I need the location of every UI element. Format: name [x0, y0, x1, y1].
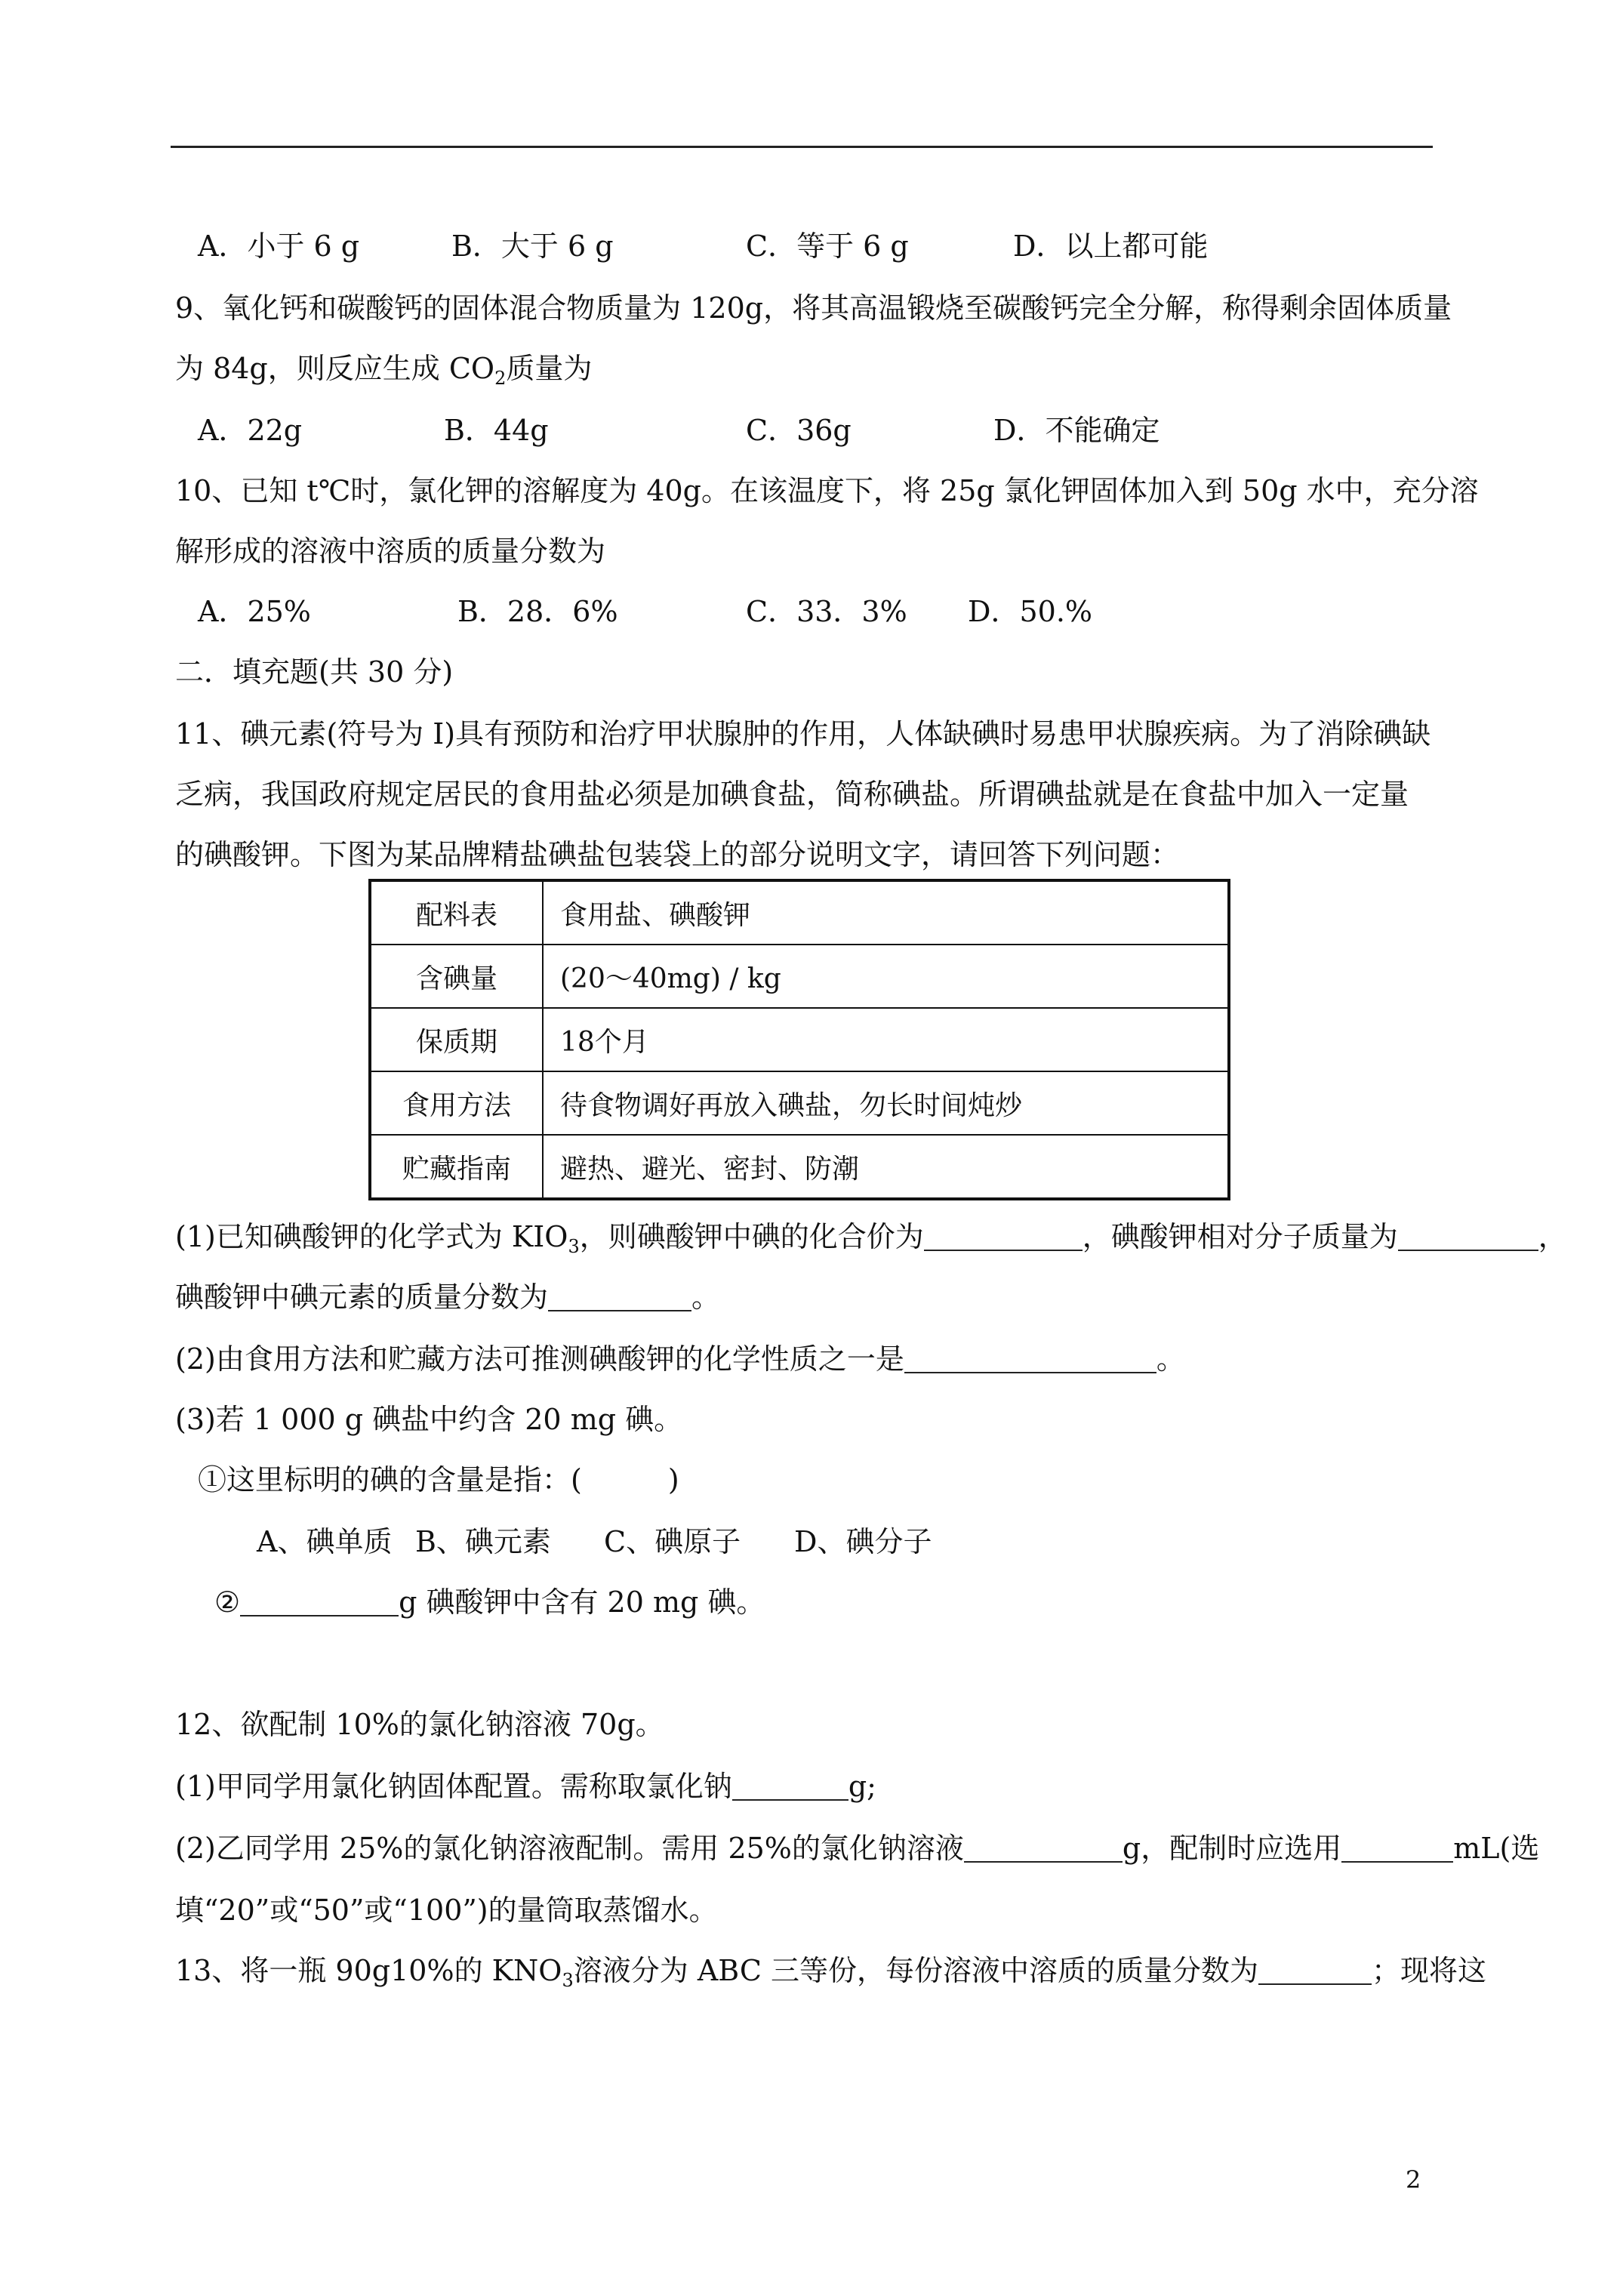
answer-blank[interactable]: [924, 1222, 1083, 1251]
q11-option-a: A、碘单质: [257, 1525, 393, 1558]
q11-part1-line2: 碘酸钾中碘元素的质量分数为 。: [175, 1281, 721, 1314]
table-row: [370, 1008, 1229, 1071]
table-row: [370, 1071, 1229, 1135]
q9-option-a: A．22g: [198, 414, 303, 447]
q11-part3-sub2: ② g 碘酸钾中含有 20 mg 碘。: [214, 1586, 765, 1619]
q11-part1-line1: (1)已知碘酸钾的化学式为 $KIO_3$，则碘酸钾中碘的化合价为 ，碘酸钾相对分子质量为 ，: [175, 1220, 1567, 1257]
page-number: 2: [1406, 2165, 1421, 2194]
answer-blank[interactable]: [1258, 1956, 1372, 1985]
q11-line1: 11、碘元素(符号为 I)具有预防和治疗甲状腺肿的作用，人体缺碘时易患甲状腺疾病。为了消除碘缺: [175, 717, 1431, 750]
q11-line3: 的碘酸钾。下图为某品牌精盐碘盐包装袋上的部分说明文字，请回答下列问题：: [175, 838, 1180, 871]
table-key: 含碘量: [370, 945, 543, 1008]
table-row: [370, 1135, 1229, 1199]
header-rule: [171, 146, 1433, 148]
q8-option-b: B．大于 6 g: [451, 230, 614, 263]
q8-option-d: D．以上都可能: [1013, 230, 1209, 263]
q9-option-d: D．不能确定: [993, 414, 1160, 447]
q9-line2: 为 84g，则反应生成 $CO_2$质量为: [175, 352, 593, 389]
section-title: 二．填充题(共 30 分): [175, 655, 454, 689]
q11-part3-sub1: ①这里标明的碘的含量是指：( ): [198, 1463, 679, 1496]
answer-blank[interactable]: [240, 1588, 399, 1616]
table-row: [370, 880, 1229, 945]
table-key: 保质期: [370, 1008, 543, 1071]
answer-blank[interactable]: [1398, 1222, 1538, 1251]
q8-option-a: A．小于 6 g: [198, 230, 360, 263]
table-key: 食用方法: [370, 1071, 543, 1135]
answer-blank[interactable]: [548, 1283, 691, 1311]
q12-part2-line1: (2)乙同学用 25%的氯化钠溶液配制。需用 25%的氯化钠溶液 g，配制时应选用 mL(选: [175, 1832, 1540, 1865]
q12-part2-line2: 填“20”或“50”或“100”)的量筒取蒸馏水。: [175, 1894, 718, 1927]
q9-option-b: B．44g: [444, 414, 549, 447]
answer-blank[interactable]: [904, 1345, 1156, 1373]
q10-option-a: A．25%: [198, 595, 311, 628]
q11-part3: (3)若 1 000 g 碘盐中约含 20 mg 碘。: [175, 1403, 683, 1436]
q13-line1: 13、将一瓶 90g10%的 $KNO_3$溶液分为 ABC 三等份，每份溶液中溶质的质量分数为 ；现将这: [175, 1954, 1487, 1991]
q10-option-d: D．50.%: [968, 595, 1093, 628]
table-value: 18个月: [543, 1008, 1229, 1071]
q12-line1: 12、欲配制 10%的氯化钠溶液 70g。: [175, 1708, 664, 1741]
q11-option-c: C、碘原子: [604, 1525, 741, 1558]
q11-option-d: D、碘分子: [794, 1525, 932, 1558]
table-value: 待食物调好再放入碘盐，勿长时间炖炒: [543, 1071, 1229, 1135]
table-row: [370, 945, 1229, 1008]
table-value: 避热、避光、密封、防潮: [543, 1135, 1229, 1199]
q9-line1: 9、氧化钙和碳酸钙的固体混合物质量为 120g，将其高温锻烧至碳酸钙完全分解，称得剩余固体质量: [175, 291, 1452, 325]
table-key: 贮藏指南: [370, 1135, 543, 1199]
q8-option-c: C．等于 6 g: [746, 230, 909, 263]
q11-part2: (2)由食用方法和贮藏方法可推测碘酸钾的化学性质之一是 。: [175, 1342, 1185, 1376]
table-value: (20～40mg) / kg: [543, 945, 1229, 1008]
answer-blank[interactable]: [732, 1772, 848, 1801]
answer-blank[interactable]: [964, 1834, 1123, 1863]
q10-option-c: C．33．3%: [746, 595, 907, 628]
q11-option-b: B、碘元素: [415, 1525, 551, 1558]
q10-line2: 解形成的溶液中溶质的质量分数为: [175, 535, 606, 568]
table-value: 食用盐、碘酸钾: [543, 880, 1229, 945]
q10-option-b: B．28．6%: [457, 595, 618, 628]
q11-line2: 乏病，我国政府规定居民的食用盐必须是加碘食盐，简称碘盐。所谓碘盐就是在食盐中加入一定量: [175, 778, 1409, 811]
answer-blank[interactable]: [1341, 1834, 1453, 1863]
table-key: 配料表: [370, 880, 543, 945]
q9-option-c: C．36g: [746, 414, 852, 447]
salt-info-table: [368, 879, 1230, 1200]
q12-part1: (1)甲同学用氯化钠固体配置。需称取氯化钠 g;: [175, 1770, 876, 1803]
q10-line1: 10、已知 t℃时，氯化钾的溶解度为 40g。在该温度下，将 25g 氯化钾固体加入到 50g 水中，充分溶: [175, 474, 1479, 507]
